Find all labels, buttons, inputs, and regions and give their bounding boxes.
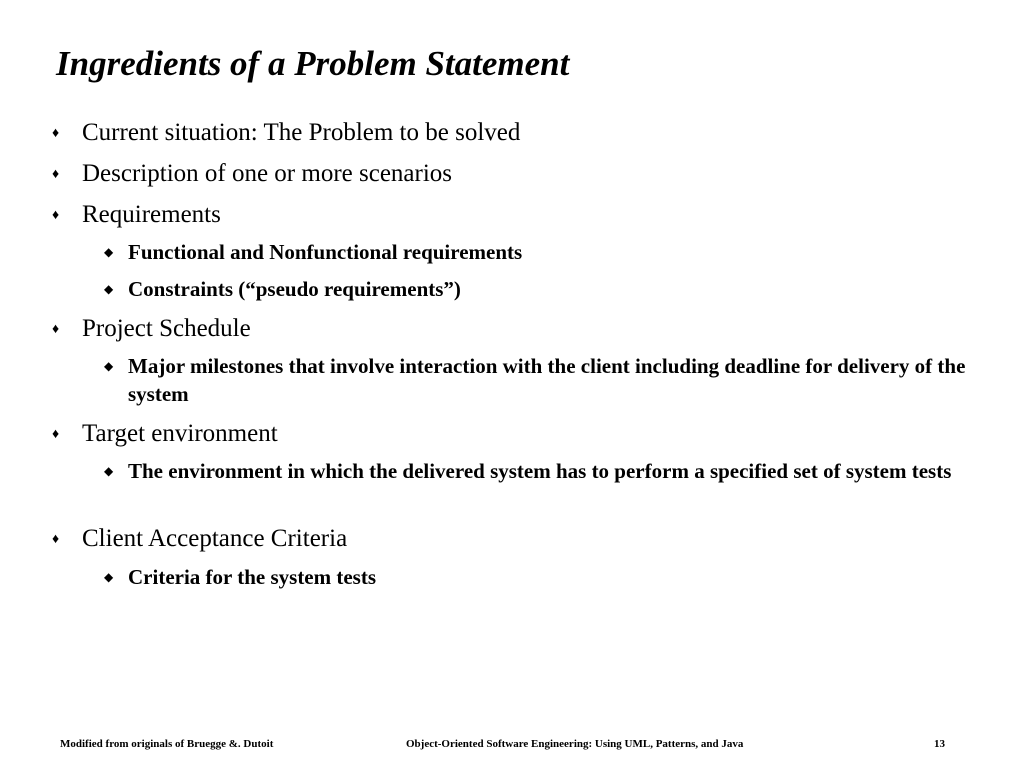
bullet-text: Project Schedule bbox=[82, 315, 251, 342]
sub-bullet-text: The environment in which the delivered system has to perform a specified set of system tests bbox=[128, 459, 952, 483]
bullet-text: Description of one or more scenarios bbox=[82, 160, 453, 187]
sub-bullet-text: Major milestones that involve interaction with the client including deadline for delivery of the system bbox=[128, 354, 966, 406]
diamond-sub-bullet-icon: ◆ bbox=[104, 245, 114, 259]
bullet-item bbox=[52, 418, 278, 451]
diamond-bullet-icon: ♦ bbox=[52, 208, 60, 223]
bullet-item bbox=[52, 523, 347, 556]
footer-left-text: Modified from originals of Bruegge &. Dutoit bbox=[60, 738, 274, 750]
diamond-bullet-icon: ♦ bbox=[52, 126, 60, 141]
bullet-item bbox=[52, 117, 520, 150]
diamond-bullet-icon: ♦ bbox=[52, 322, 60, 337]
footer-center-text: Object-Oriented Software Engineering: Using UML, Patterns, and Java bbox=[406, 738, 744, 750]
bullet-text: Current situation: The Problem to be solved bbox=[82, 119, 521, 146]
diamond-bullet-icon: ♦ bbox=[52, 532, 60, 547]
diamond-sub-bullet-icon: ◆ bbox=[104, 464, 114, 478]
diamond-sub-bullet-icon: ◆ bbox=[104, 570, 114, 584]
diamond-sub-bullet-icon: ◆ bbox=[104, 282, 114, 296]
sub-bullet-item bbox=[104, 352, 974, 408]
page-number: 13 bbox=[934, 738, 945, 750]
diamond-bullet-icon: ♦ bbox=[52, 427, 60, 442]
bullet-text: Client Acceptance Criteria bbox=[82, 525, 348, 552]
sub-bullet-text: Functional and Nonfunctional requirements bbox=[128, 240, 523, 264]
sub-bullet-text: Criteria for the system tests bbox=[128, 565, 377, 589]
sub-bullet-item bbox=[104, 275, 974, 303]
bullet-item bbox=[52, 313, 251, 346]
bullet-item bbox=[52, 199, 221, 232]
sub-bullet-item bbox=[104, 457, 974, 485]
sub-bullet-text: Constraints (“pseudo requirements”) bbox=[128, 277, 461, 301]
sub-bullet-item bbox=[104, 563, 974, 591]
bullet-item bbox=[52, 158, 452, 191]
slide-title: Ingredients of a Problem Statement bbox=[56, 44, 570, 83]
bullet-text: Requirements bbox=[82, 201, 221, 228]
bullet-text: Target environment bbox=[82, 420, 278, 447]
sub-bullet-item bbox=[104, 238, 974, 266]
diamond-sub-bullet-icon: ◆ bbox=[104, 359, 114, 373]
diamond-bullet-icon: ♦ bbox=[52, 167, 60, 182]
